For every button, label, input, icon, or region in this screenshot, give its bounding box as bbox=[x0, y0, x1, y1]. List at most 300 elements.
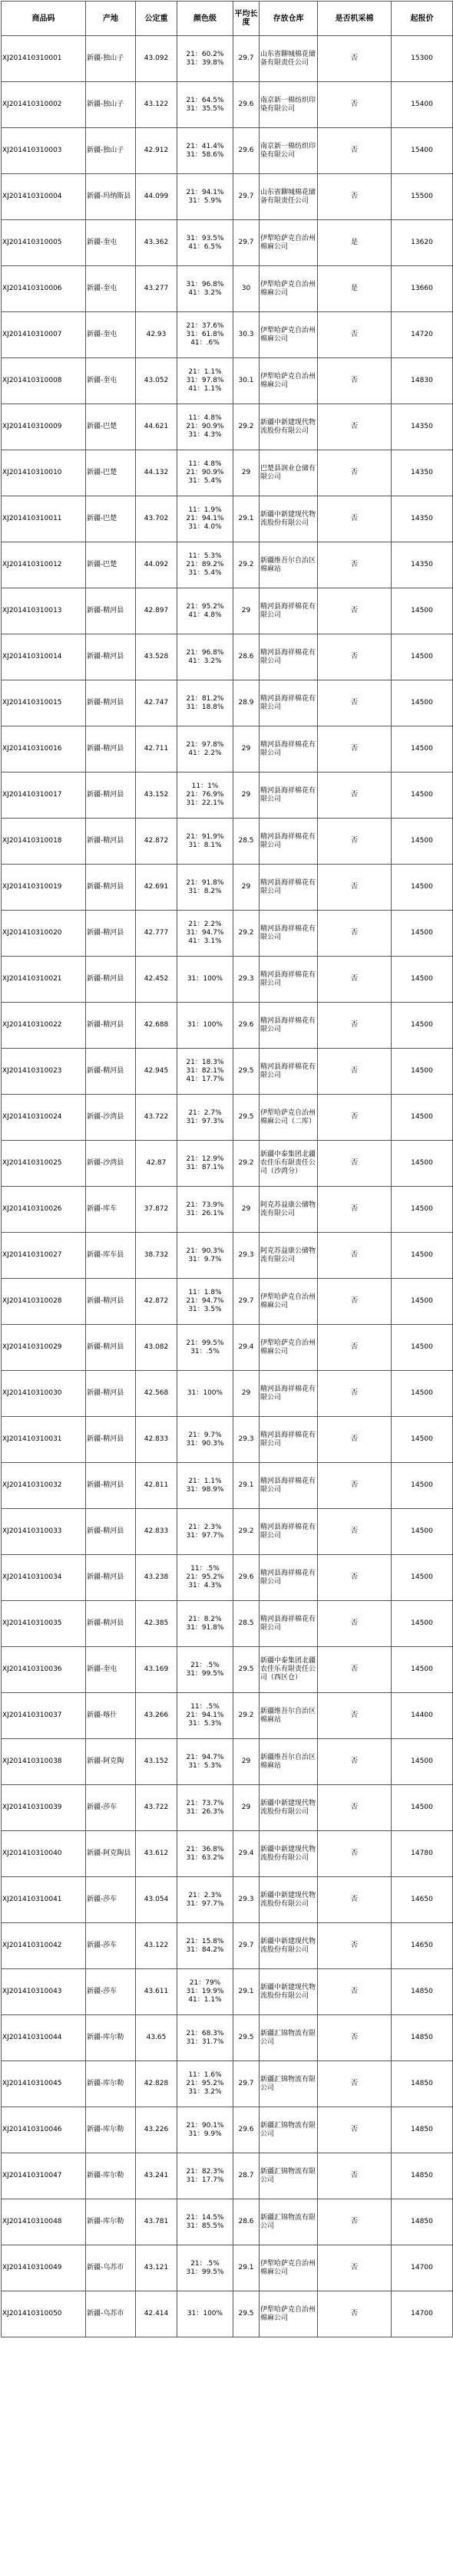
product-code-cell: XJ201410310018 bbox=[2, 819, 86, 865]
product-code-cell: XJ201410310008 bbox=[2, 358, 86, 404]
weight-cell: 43.052 bbox=[136, 358, 177, 404]
product-code-cell: XJ201410310003 bbox=[2, 128, 86, 174]
origin-cell: 新疆-奎屯 bbox=[86, 358, 136, 404]
grade-cell bbox=[177, 220, 233, 266]
product-code-cell: XJ201410310002 bbox=[2, 82, 86, 128]
product-code-cell: XJ201410310025 bbox=[2, 1141, 86, 1187]
grade-cell bbox=[177, 2245, 233, 2291]
table-row bbox=[2, 1233, 453, 1279]
table-row bbox=[2, 36, 453, 82]
origin-cell: 新疆-阿克陶县 bbox=[86, 1831, 136, 1877]
table-row bbox=[2, 2153, 453, 2199]
grade-line: 21：64.5% bbox=[186, 96, 224, 104]
table-row bbox=[2, 404, 453, 450]
grade-cell bbox=[177, 1555, 233, 1601]
origin-cell: 新疆-精河县 bbox=[86, 588, 136, 634]
length-cell: 29.7 bbox=[233, 1923, 260, 1969]
grade-line: 21：91.8% bbox=[186, 878, 224, 887]
origin-cell: 新疆-库尔勒 bbox=[86, 2061, 136, 2107]
grade-cell bbox=[177, 1325, 233, 1371]
grade-line: 31：9.7% bbox=[188, 1255, 222, 1263]
table-row bbox=[2, 1739, 453, 1785]
product-code-cell: XJ201410310037 bbox=[2, 1693, 86, 1739]
machine-picked-cell: 否 bbox=[318, 1555, 392, 1601]
length-cell: 29.7 bbox=[233, 2061, 260, 2107]
product-code-cell: XJ201410310043 bbox=[2, 1969, 86, 2015]
grade-line: 31：94.7% bbox=[186, 929, 224, 937]
grade-line: 31：35.5% bbox=[186, 104, 224, 113]
starting-price-cell: 14850 bbox=[392, 2153, 453, 2199]
cotton-auction-table bbox=[1, 1, 453, 2337]
table-row bbox=[2, 1877, 453, 1923]
starting-price-cell: 14500 bbox=[392, 1555, 453, 1601]
weight-cell: 42.691 bbox=[136, 865, 177, 911]
grade-cell bbox=[177, 1463, 233, 1509]
header-machine-picked: 是否机采棉 bbox=[318, 2, 392, 36]
grade-cell bbox=[177, 2061, 233, 2107]
weight-cell: 42.452 bbox=[136, 957, 177, 1003]
weight-cell: 43.65 bbox=[136, 2015, 177, 2061]
product-code-cell: XJ201410310005 bbox=[2, 220, 86, 266]
table-row bbox=[2, 865, 453, 911]
grade-line: 21：37.6% bbox=[186, 322, 224, 330]
grade-line: 31：97.3% bbox=[186, 1117, 224, 1125]
origin-cell: 新疆-精河县 bbox=[86, 634, 136, 680]
machine-picked-cell: 否 bbox=[318, 1923, 392, 1969]
grade-line: 21：2.2% bbox=[188, 921, 222, 928]
origin-cell: 新疆-独山子 bbox=[86, 82, 136, 128]
warehouse-cell: 新疆汇锦物流有限公司 bbox=[260, 2061, 318, 2107]
grade-line: 11：1.9% bbox=[188, 506, 222, 514]
grade-line: 31：85.5% bbox=[186, 2222, 224, 2230]
grade-line: 21：14.5% bbox=[186, 2213, 224, 2222]
origin-cell: 新疆-莎车 bbox=[86, 1923, 136, 1969]
table-row bbox=[2, 82, 453, 128]
starting-price-cell: 14830 bbox=[392, 358, 453, 404]
grade-line: 21：73.9% bbox=[186, 1201, 224, 1209]
table-row bbox=[2, 1785, 453, 1831]
table-row bbox=[2, 680, 453, 726]
grade-cell bbox=[177, 865, 233, 911]
warehouse-cell: 精河县海祥棉花有限公司 bbox=[260, 726, 318, 772]
starting-price-cell: 14700 bbox=[392, 2245, 453, 2291]
warehouse-cell: 新疆汇锦物流有限公司 bbox=[260, 2015, 318, 2061]
origin-cell: 新疆-沙湾县 bbox=[86, 1095, 136, 1141]
machine-picked-cell: 否 bbox=[318, 450, 392, 496]
header-grade: 颜色级 bbox=[177, 2, 233, 36]
grade-line: 21：90.9% bbox=[186, 469, 224, 476]
starting-price-cell: 14500 bbox=[392, 1463, 453, 1509]
warehouse-cell: 精河县海祥棉花有限公司 bbox=[260, 1601, 318, 1647]
grade-cell bbox=[177, 911, 233, 957]
warehouse-cell: 新疆中新建现代物流股份有限公司 bbox=[260, 1831, 318, 1877]
product-code-cell: XJ201410310016 bbox=[2, 726, 86, 772]
machine-picked-cell: 否 bbox=[318, 2291, 392, 2337]
weight-cell: 43.722 bbox=[136, 1785, 177, 1831]
machine-picked-cell: 否 bbox=[318, 1141, 392, 1187]
starting-price-cell: 14650 bbox=[392, 1923, 453, 1969]
machine-picked-cell: 否 bbox=[318, 1739, 392, 1785]
starting-price-cell: 15500 bbox=[392, 174, 453, 220]
grade-cell bbox=[177, 588, 233, 634]
length-cell: 29 bbox=[233, 1371, 260, 1417]
grade-cell bbox=[177, 1601, 233, 1647]
warehouse-cell: 新疆中新建现代物流股份有限公司 bbox=[260, 1923, 318, 1969]
header-row bbox=[2, 2, 453, 36]
header-origin: 产地 bbox=[86, 2, 136, 36]
warehouse-cell: 新疆维吾尔自治区棉麻站 bbox=[260, 542, 318, 588]
grade-line: 31：96.8% bbox=[186, 280, 224, 288]
product-code-cell: XJ201410310004 bbox=[2, 174, 86, 220]
origin-cell: 新疆-精河县 bbox=[86, 911, 136, 957]
grade-line: 31：61.8% bbox=[186, 331, 224, 338]
table-row bbox=[2, 1371, 453, 1417]
length-cell: 29.1 bbox=[233, 2245, 260, 2291]
product-code-cell: XJ201410310041 bbox=[2, 1877, 86, 1923]
machine-picked-cell: 否 bbox=[318, 1187, 392, 1233]
grade-line: 31：91.8% bbox=[186, 1623, 224, 1632]
weight-cell: 42.688 bbox=[136, 1003, 177, 1049]
weight-cell: 42.833 bbox=[136, 1509, 177, 1555]
warehouse-cell: 伊犁哈萨克自治州棉麻公司 bbox=[260, 1279, 318, 1325]
warehouse-cell: 伊犁哈萨克自治州棉麻公司 bbox=[260, 312, 318, 358]
origin-cell: 新疆-独山子 bbox=[86, 128, 136, 174]
starting-price-cell: 14850 bbox=[392, 2199, 453, 2245]
machine-picked-cell: 否 bbox=[318, 2199, 392, 2245]
warehouse-cell: 新疆中新建现代物流股份有限公司 bbox=[260, 1877, 318, 1923]
length-cell: 29 bbox=[233, 1739, 260, 1785]
header-warehouse: 存放仓库 bbox=[260, 2, 318, 36]
grade-line: 21：36.8% bbox=[186, 1845, 224, 1853]
header-weight: 公定重 bbox=[136, 2, 177, 36]
weight-cell: 43.092 bbox=[136, 36, 177, 82]
grade-line: 41：2.2% bbox=[188, 749, 222, 757]
machine-picked-cell: 否 bbox=[318, 588, 392, 634]
starting-price-cell: 14500 bbox=[392, 1371, 453, 1417]
length-cell: 29 bbox=[233, 772, 260, 819]
weight-cell: 42.93 bbox=[136, 312, 177, 358]
length-cell: 29.5 bbox=[233, 1049, 260, 1095]
origin-cell: 新疆-奎屯 bbox=[86, 312, 136, 358]
starting-price-cell: 14500 bbox=[392, 1003, 453, 1049]
weight-cell: 42.872 bbox=[136, 1279, 177, 1325]
starting-price-cell: 14500 bbox=[392, 1279, 453, 1325]
machine-picked-cell: 否 bbox=[318, 496, 392, 542]
grade-line: 11：.5% bbox=[190, 1703, 220, 1711]
table-row bbox=[2, 634, 453, 680]
weight-cell: 42.828 bbox=[136, 2061, 177, 2107]
machine-picked-cell: 否 bbox=[318, 1693, 392, 1739]
grade-cell bbox=[177, 1785, 233, 1831]
starting-price-cell: 14500 bbox=[392, 1601, 453, 1647]
weight-cell: 42.385 bbox=[136, 1601, 177, 1647]
length-cell: 29.3 bbox=[233, 957, 260, 1003]
grade-line: 21：2.3% bbox=[188, 1523, 222, 1531]
grade-line: 31：99.5% bbox=[186, 2268, 224, 2276]
length-cell: 29.6 bbox=[233, 2107, 260, 2153]
machine-picked-cell: 否 bbox=[318, 36, 392, 82]
machine-picked-cell: 是 bbox=[318, 220, 392, 266]
grade-line: 21：15.8% bbox=[186, 1937, 224, 1945]
warehouse-cell: 伊犁哈萨克自治州棉麻公司 bbox=[260, 220, 318, 266]
length-cell: 29.6 bbox=[233, 128, 260, 174]
grade-line: 11：.5% bbox=[190, 1565, 220, 1573]
warehouse-cell: 精河县海祥棉花有限公司 bbox=[260, 957, 318, 1003]
warehouse-cell: 阿克苏益康公储物流有限公司 bbox=[260, 1233, 318, 1279]
length-cell: 29.2 bbox=[233, 1693, 260, 1739]
origin-cell: 新疆-精河县 bbox=[86, 1463, 136, 1509]
warehouse-cell: 精河县海祥棉花有限公司 bbox=[260, 819, 318, 865]
grade-line: 11：1% bbox=[191, 782, 219, 790]
grade-cell bbox=[177, 1417, 233, 1463]
weight-cell: 42.833 bbox=[136, 1417, 177, 1463]
warehouse-cell: 伊犁哈萨克自治州棉麻公司 bbox=[260, 2245, 318, 2291]
grade-line: 21：95.2% bbox=[186, 1573, 224, 1581]
length-cell: 29.5 bbox=[233, 1647, 260, 1693]
grade-line: 31：58.6% bbox=[186, 150, 224, 159]
grade-cell bbox=[177, 1371, 233, 1417]
origin-cell: 新疆-精河县 bbox=[86, 1601, 136, 1647]
product-code-cell: XJ201410310028 bbox=[2, 1279, 86, 1325]
weight-cell: 43.781 bbox=[136, 2199, 177, 2245]
weight-cell: 42.711 bbox=[136, 726, 177, 772]
starting-price-cell: 14500 bbox=[392, 1417, 453, 1463]
machine-picked-cell: 否 bbox=[318, 358, 392, 404]
warehouse-cell: 新疆中泰集团北疆农佳乐有限责任公司（西区仓） bbox=[260, 1647, 318, 1693]
origin-cell: 新疆-奎屯 bbox=[86, 220, 136, 266]
origin-cell: 新疆-沙湾县 bbox=[86, 1141, 136, 1187]
starting-price-cell: 14500 bbox=[392, 588, 453, 634]
product-code-cell: XJ201410310024 bbox=[2, 1095, 86, 1141]
table-row bbox=[2, 2107, 453, 2153]
grade-line: 21：8.2% bbox=[188, 1615, 222, 1623]
starting-price-cell: 14850 bbox=[392, 2107, 453, 2153]
grade-cell bbox=[177, 1831, 233, 1877]
table-row bbox=[2, 496, 453, 542]
starting-price-cell: 14500 bbox=[392, 1187, 453, 1233]
origin-cell: 新疆-精河县 bbox=[86, 680, 136, 726]
product-code-cell: XJ201410310040 bbox=[2, 1831, 86, 1877]
warehouse-cell: 精河县海祥棉花有限公司 bbox=[260, 588, 318, 634]
grade-line: 31：97.7% bbox=[186, 1531, 224, 1540]
grade-line: 31：100% bbox=[187, 2310, 223, 2317]
grade-line: 31：82.1% bbox=[186, 1067, 224, 1075]
origin-cell: 新疆-库尔勒 bbox=[86, 2015, 136, 2061]
warehouse-cell: 山东省聊城棉花储备有限责任公司 bbox=[260, 36, 318, 82]
machine-picked-cell: 否 bbox=[318, 82, 392, 128]
product-code-cell: XJ20141031000​1 bbox=[2, 36, 86, 82]
grade-cell bbox=[177, 358, 233, 404]
grade-line: 21：91.9% bbox=[186, 832, 224, 841]
table-row bbox=[2, 2061, 453, 2107]
starting-price-cell: 15400 bbox=[392, 82, 453, 128]
grade-cell bbox=[177, 1739, 233, 1785]
grade-line: 31：97.8% bbox=[186, 377, 224, 384]
grade-cell bbox=[177, 1279, 233, 1325]
product-code-cell: XJ201410310021 bbox=[2, 957, 86, 1003]
starting-price-cell: 14850 bbox=[392, 2015, 453, 2061]
grade-line: 31：26.1% bbox=[186, 1209, 224, 1217]
grade-line: 31：5.4% bbox=[188, 477, 222, 485]
origin-cell: 新疆-喀什 bbox=[86, 1693, 136, 1739]
origin-cell: 新疆-乌苏市 bbox=[86, 2245, 136, 2291]
origin-cell: 新疆-精河县 bbox=[86, 819, 136, 865]
machine-picked-cell: 否 bbox=[318, 1371, 392, 1417]
warehouse-cell: 南京新一棉纺织印染有限公司 bbox=[260, 82, 318, 128]
length-cell: 28.9 bbox=[233, 680, 260, 726]
warehouse-cell: 新疆维吾尔自治区棉麻站 bbox=[260, 1693, 318, 1739]
table-row bbox=[2, 1555, 453, 1601]
table-row bbox=[2, 542, 453, 588]
grade-cell bbox=[177, 1693, 233, 1739]
starting-price-cell: 14500 bbox=[392, 1141, 453, 1187]
machine-picked-cell: 否 bbox=[318, 1785, 392, 1831]
grade-line: 41：17.7% bbox=[186, 1076, 224, 1083]
grade-cell bbox=[177, 1877, 233, 1923]
origin-cell: 新疆-库尔勒 bbox=[86, 2199, 136, 2245]
grade-line: 21：90.3% bbox=[186, 1247, 224, 1255]
product-code-cell: XJ201410310046 bbox=[2, 2107, 86, 2153]
length-cell: 29.6 bbox=[233, 82, 260, 128]
grade-line: 11：1.6% bbox=[188, 2071, 222, 2079]
grade-cell bbox=[177, 1233, 233, 1279]
weight-cell: 44.132 bbox=[136, 450, 177, 496]
grade-line: 21：2.3% bbox=[188, 1891, 222, 1899]
machine-picked-cell: 是 bbox=[318, 266, 392, 312]
table-row bbox=[2, 1509, 453, 1555]
machine-picked-cell: 否 bbox=[318, 1003, 392, 1049]
product-code-cell: XJ201410310049 bbox=[2, 2245, 86, 2291]
table-row bbox=[2, 1095, 453, 1141]
table-row bbox=[2, 1187, 453, 1233]
length-cell: 29.3 bbox=[233, 1417, 260, 1463]
machine-picked-cell: 否 bbox=[318, 312, 392, 358]
table-body bbox=[2, 36, 453, 2337]
product-code-cell: XJ201410310027 bbox=[2, 1233, 86, 1279]
grade-line: 31：5.3% bbox=[188, 1761, 222, 1770]
grade-cell bbox=[177, 772, 233, 819]
starting-price-cell: 14500 bbox=[392, 726, 453, 772]
weight-cell: 43.362 bbox=[136, 220, 177, 266]
length-cell: 29.6 bbox=[233, 1003, 260, 1049]
machine-picked-cell: 否 bbox=[318, 128, 392, 174]
header-code: 商品码 bbox=[2, 2, 86, 36]
starting-price-cell: 14500 bbox=[392, 911, 453, 957]
grade-line: 21：95.2% bbox=[186, 602, 224, 611]
grade-line: 31：90.3% bbox=[186, 1439, 224, 1448]
origin-cell: 新疆-精河县 bbox=[86, 1509, 136, 1555]
table-row bbox=[2, 1417, 453, 1463]
grade-line: 31：100% bbox=[187, 975, 223, 983]
grade-line: 31：22.1% bbox=[186, 799, 224, 807]
product-code-cell: XJ201410310029 bbox=[2, 1325, 86, 1371]
table-row bbox=[2, 2291, 453, 2337]
product-code-cell: XJ201410310026 bbox=[2, 1187, 86, 1233]
grade-line: 11：1.8% bbox=[188, 1289, 222, 1296]
grade-line: 31：100% bbox=[187, 1389, 223, 1397]
machine-picked-cell: 否 bbox=[318, 1279, 392, 1325]
table-row bbox=[2, 2245, 453, 2291]
weight-cell: 43.226 bbox=[136, 2107, 177, 2153]
machine-picked-cell: 否 bbox=[318, 1325, 392, 1371]
starting-price-cell: 13620 bbox=[392, 220, 453, 266]
grade-cell bbox=[177, 1141, 233, 1187]
warehouse-cell: 南京新一棉纺织印染有限公司 bbox=[260, 128, 318, 174]
table-row bbox=[2, 2199, 453, 2245]
length-cell: 29.7 bbox=[233, 36, 260, 82]
grade-cell bbox=[177, 1969, 233, 2015]
weight-cell: 42.87 bbox=[136, 1141, 177, 1187]
origin-cell: 新疆-奎屯 bbox=[86, 266, 136, 312]
grade-cell bbox=[177, 2107, 233, 2153]
machine-picked-cell: 否 bbox=[318, 1417, 392, 1463]
origin-cell: 新疆-库车 bbox=[86, 1187, 136, 1233]
weight-cell: 43.152 bbox=[136, 1739, 177, 1785]
grade-line: 21：94.7% bbox=[186, 1753, 224, 1761]
grade-line: 21：41.4% bbox=[186, 142, 224, 150]
weight-cell: 44.621 bbox=[136, 404, 177, 450]
origin-cell: 新疆-精河县 bbox=[86, 1003, 136, 1049]
length-cell: 29.1 bbox=[233, 496, 260, 542]
table-row bbox=[2, 450, 453, 496]
grade-line: 21：89.2% bbox=[186, 561, 224, 568]
product-code-cell: XJ201410310033 bbox=[2, 1509, 86, 1555]
grade-line: 31：26.3% bbox=[186, 1807, 224, 1816]
grade-line: 21：76.9% bbox=[186, 791, 224, 799]
grade-cell bbox=[177, 726, 233, 772]
product-code-cell: XJ201410310047 bbox=[2, 2153, 86, 2199]
grade-cell bbox=[177, 1923, 233, 1969]
grade-line: 41：6.5% bbox=[188, 242, 222, 251]
table-row bbox=[2, 174, 453, 220]
grade-line: 31：31.7% bbox=[186, 2037, 224, 2046]
length-cell: 29.2 bbox=[233, 1141, 260, 1187]
table-row bbox=[2, 1325, 453, 1371]
product-code-cell: XJ201410310023 bbox=[2, 1049, 86, 1095]
weight-cell: 44.099 bbox=[136, 174, 177, 220]
table-row bbox=[2, 588, 453, 634]
length-cell: 29.1 bbox=[233, 1463, 260, 1509]
grade-line: 21：94.7% bbox=[186, 1297, 224, 1305]
origin-cell: 新疆-精河县 bbox=[86, 1279, 136, 1325]
starting-price-cell: 14500 bbox=[392, 1233, 453, 1279]
machine-picked-cell: 否 bbox=[318, 726, 392, 772]
length-cell: 29 bbox=[233, 726, 260, 772]
grade-line: 31：93.5% bbox=[186, 234, 224, 242]
weight-cell: 43.082 bbox=[136, 1325, 177, 1371]
grade-line: 41：4.8% bbox=[188, 611, 222, 619]
origin-cell: 新疆-莎车 bbox=[86, 1877, 136, 1923]
machine-picked-cell: 否 bbox=[318, 865, 392, 911]
table-row bbox=[2, 358, 453, 404]
grade-line: 21：96.8% bbox=[186, 648, 224, 657]
grade-line: 31：8.2% bbox=[188, 887, 222, 895]
origin-cell: 新疆-莎车 bbox=[86, 1785, 136, 1831]
product-code-cell: XJ201410310042 bbox=[2, 1923, 86, 1969]
length-cell: 29.5 bbox=[233, 1095, 260, 1141]
product-code-cell: XJ201410310020 bbox=[2, 911, 86, 957]
grade-cell bbox=[177, 2199, 233, 2245]
grade-line: 31：97.7% bbox=[186, 1899, 224, 1908]
product-code-cell: XJ201410310034 bbox=[2, 1555, 86, 1601]
length-cell: 29.4 bbox=[233, 1831, 260, 1877]
grade-cell bbox=[177, 128, 233, 174]
table-row bbox=[2, 1279, 453, 1325]
origin-cell: 新疆-独山子 bbox=[86, 36, 136, 82]
weight-cell: 42.747 bbox=[136, 680, 177, 726]
grade-line: 21：9.7% bbox=[188, 1431, 222, 1439]
grade-line: 41：.6% bbox=[190, 339, 220, 347]
